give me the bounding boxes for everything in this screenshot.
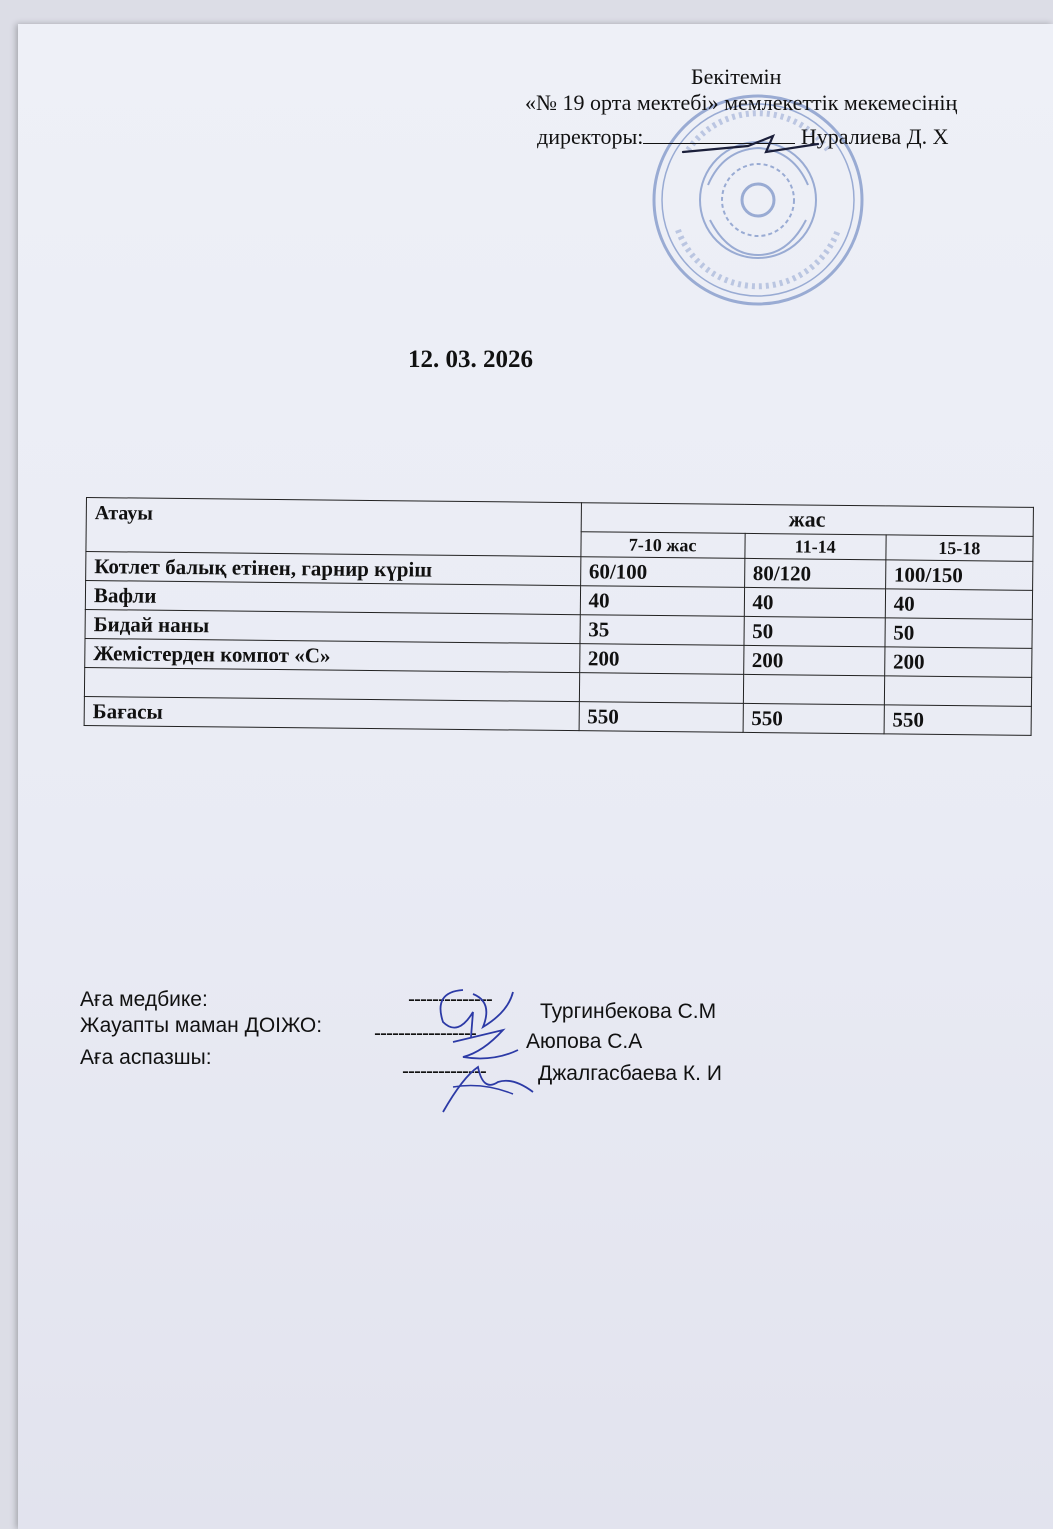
portion-value: 60/100 [580,557,744,588]
header-age: жас [581,503,1034,537]
staff-role: Аға медбике: [80,988,208,1011]
portion-value: 50 [885,618,1033,649]
price-value: 550 [579,702,743,733]
signature-dashes: ----------------- [374,1022,476,1045]
director-name: Нуралиева Д. Х [800,124,949,149]
portion-value [884,676,1032,707]
dish-name: Бидай наны [85,609,580,643]
signature-dashes: -------------- [408,988,492,1011]
portion-value: 35 [580,615,744,646]
portion-value: 40 [744,587,885,617]
staff-name: Тургинбекова С.М [540,1000,717,1023]
header-name: Атауы [86,498,581,557]
portion-value: 200 [743,645,884,675]
staff-signatures [423,982,543,1122]
dish-name: Жемістерден компот «С» [85,638,580,672]
portion-value: 100/150 [885,560,1033,591]
menu-table [84,497,1034,736]
header-age-group: 11-14 [744,533,885,559]
table-header-row [86,498,1033,537]
document-page [18,24,1053,1529]
signature-dashes: -------------- [402,1060,486,1083]
portion-value: 40 [885,589,1033,620]
portion-value: 200 [579,644,743,675]
portion-value: 80/120 [744,558,885,588]
portion-value: 50 [744,616,885,646]
price-label: Бағасы [84,696,579,730]
director-label: директоры: [537,124,644,149]
header-age-group: 7-10 жас [581,532,745,559]
price-value: 550 [884,705,1032,736]
dish-name: Котлет балық етінен, гарнир күріш [86,552,581,586]
menu-date: 12. 03. 2026 [408,346,533,373]
header-age-group: 15-18 [886,535,1034,562]
portion-value: 40 [580,586,744,617]
price-value: 550 [743,703,884,733]
portion-value [579,673,743,704]
approval-institution: «№ 19 орта мектебі» мемлекеттік мекемесінің [525,90,958,115]
staff-role: Жауапты маман ДОІЖО: [80,1014,323,1037]
staff-name: Аюпова С.А [526,1030,643,1053]
portion-value [743,674,884,704]
portion-value: 200 [884,647,1032,678]
staff-name: Джалгасбаева К. И [538,1062,722,1085]
dish-name: Вафли [85,581,580,615]
staff-role: Аға аспазшы: [80,1046,212,1069]
director-signature [678,122,828,162]
approval-title: Бекітемін [691,64,782,89]
